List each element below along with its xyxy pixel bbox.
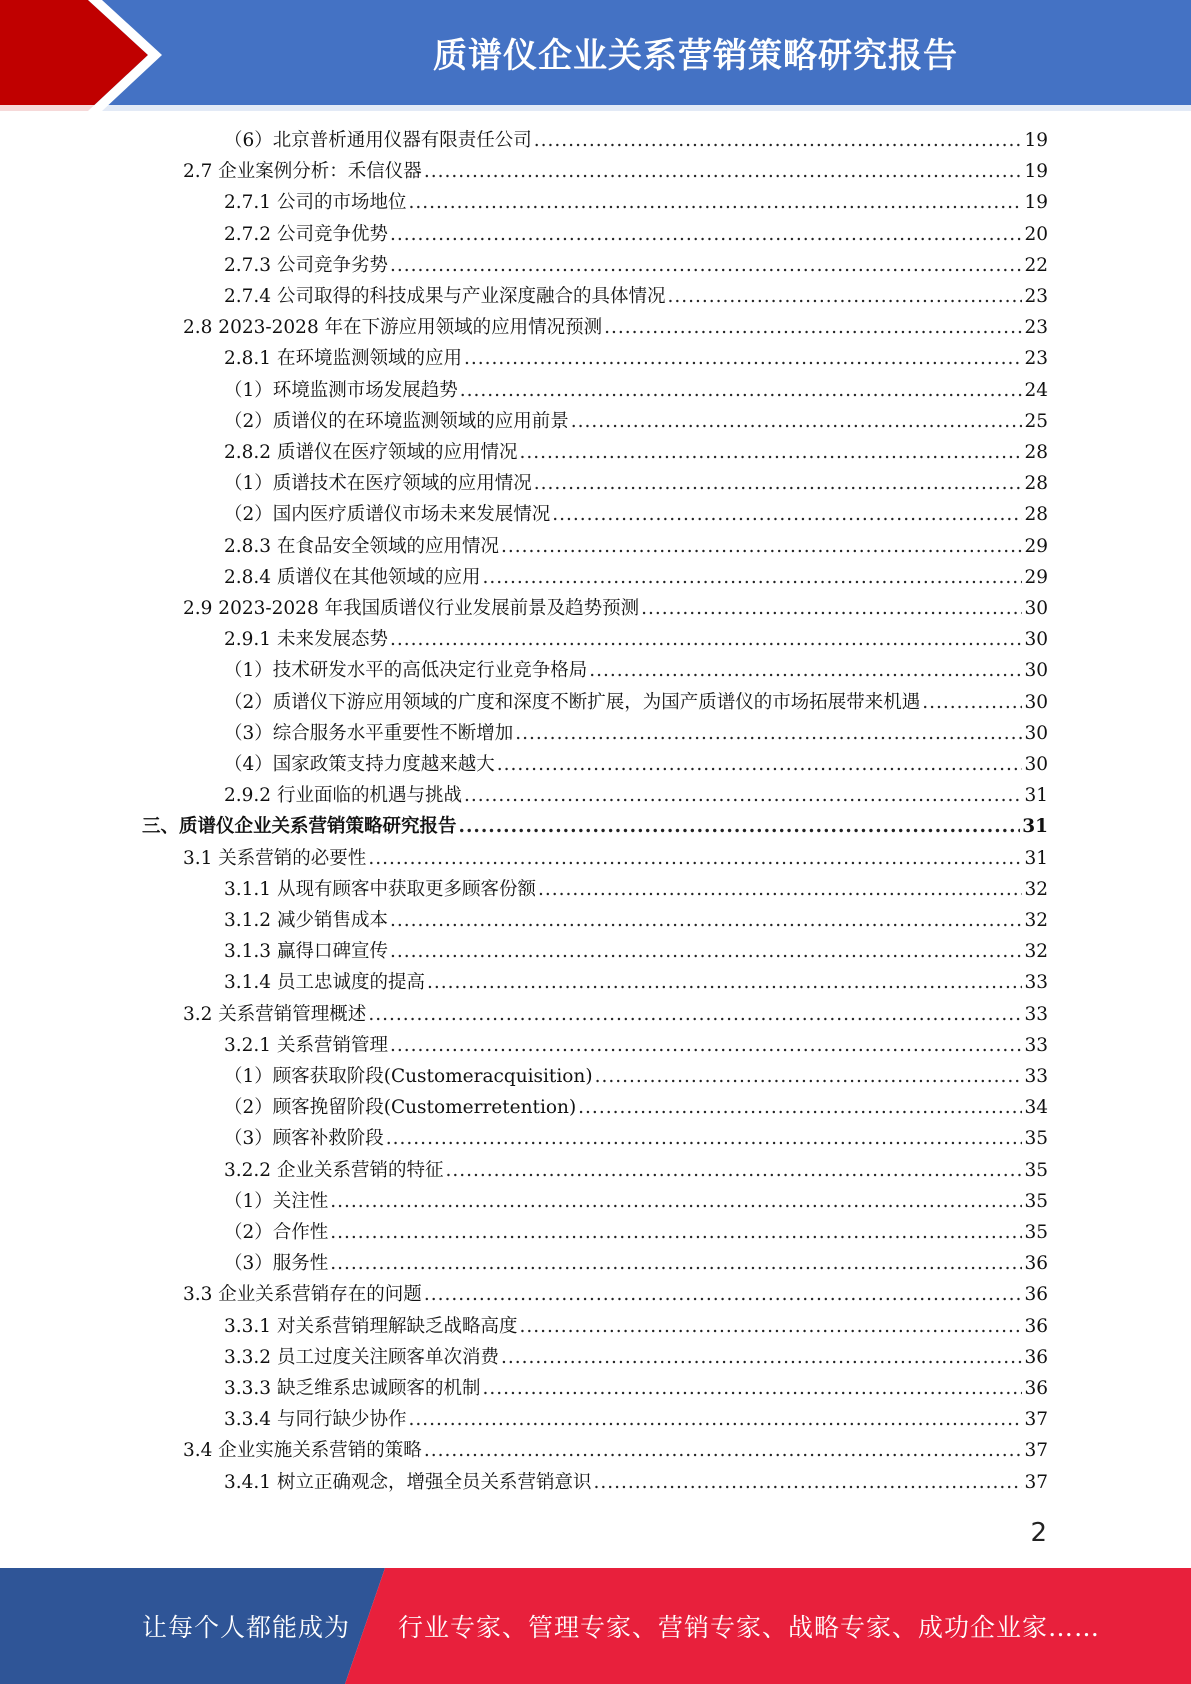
toc-dot-leader bbox=[390, 937, 1022, 967]
toc-entry[interactable] bbox=[224, 376, 1048, 406]
toc-entry[interactable] bbox=[224, 719, 1048, 749]
toc-entry-page: 33 bbox=[1024, 1003, 1048, 1025]
toc-dot-leader bbox=[604, 313, 1022, 343]
toc-entry-page: 35 bbox=[1024, 1159, 1048, 1181]
toc-entry-title: （2）国内医疗质谱仪市场未来发展情况 bbox=[224, 504, 551, 526]
footer-slogan-left: 让每个人都能成为 bbox=[142, 1613, 351, 1642]
toc-dot-leader bbox=[390, 220, 1022, 250]
toc-entry-page: 36 bbox=[1024, 1284, 1048, 1306]
toc-entry[interactable] bbox=[224, 937, 1048, 967]
toc-entry-page: 20 bbox=[1024, 223, 1048, 245]
toc-entry-page: 35 bbox=[1024, 1222, 1048, 1243]
toc-entry-title: （1）顾客获取阶段(Customeracquisition) bbox=[224, 1066, 593, 1087]
toc-entry-title: （2）合作性 bbox=[224, 1222, 329, 1243]
toc-dot-leader bbox=[330, 1249, 1022, 1279]
toc-dot-leader bbox=[482, 563, 1022, 593]
toc-entry-page: 31 bbox=[1024, 785, 1048, 807]
toc-dot-leader bbox=[390, 625, 1022, 655]
toc-entry-page: 29 bbox=[1024, 535, 1048, 557]
toc-entry-title: 2.7 企业案例分析：禾信仪器 bbox=[183, 161, 422, 183]
toc-dot-leader bbox=[595, 1062, 1023, 1092]
toc-entry-title: 2.9.1 未来发展态势 bbox=[224, 629, 388, 651]
toc-dot-leader bbox=[497, 750, 1023, 780]
toc-entry[interactable] bbox=[224, 126, 1048, 156]
toc-entry-page: 28 bbox=[1024, 442, 1048, 463]
toc-entry-page: 36 bbox=[1024, 1253, 1048, 1275]
toc-dot-leader bbox=[368, 1000, 1022, 1030]
toc-entry[interactable] bbox=[183, 313, 1048, 343]
toc-entry-title: （1）技术研发水平的高低决定行业竞争格局 bbox=[224, 660, 588, 682]
toc-dot-leader bbox=[464, 781, 1022, 811]
toc-entry-title: 2.7.2 公司竞争优势 bbox=[224, 223, 388, 245]
toc-entry[interactable] bbox=[224, 1374, 1048, 1404]
toc-dot-leader bbox=[501, 532, 1022, 562]
toc-entry-title: （1）质谱技术在医疗领域的应用情况 bbox=[224, 473, 532, 495]
toc-entry[interactable] bbox=[224, 251, 1048, 281]
toc-dot-leader bbox=[519, 438, 1022, 468]
toc-entry-title: （1）关注性 bbox=[224, 1190, 329, 1212]
toc-dot-leader bbox=[424, 1436, 1023, 1466]
toc-entry-title: 3.1.1 从现有顾客中获取更多顾客份额 bbox=[224, 878, 536, 900]
toc-entry-page: 32 bbox=[1024, 941, 1048, 963]
toc-entry[interactable] bbox=[224, 1218, 1048, 1248]
toc-entry-page: 19 bbox=[1024, 130, 1048, 151]
toc-entry-page: 25 bbox=[1024, 410, 1048, 432]
toc-entry[interactable] bbox=[224, 1405, 1048, 1435]
toc-entry-page: 36 bbox=[1024, 1346, 1048, 1368]
toc-dot-leader bbox=[593, 1468, 1022, 1498]
toc-entry[interactable] bbox=[224, 1312, 1048, 1342]
toc-entry-page: 34 bbox=[1024, 1097, 1048, 1119]
toc-entry-page: 32 bbox=[1024, 910, 1048, 931]
toc-dot-leader bbox=[330, 1187, 1022, 1217]
toc-dot-leader bbox=[519, 1312, 1022, 1342]
toc-dot-leader bbox=[515, 719, 1022, 749]
toc-entry-page: 37 bbox=[1024, 1471, 1048, 1493]
toc-dot-leader bbox=[386, 1124, 1023, 1154]
toc-entry[interactable] bbox=[224, 1093, 1048, 1123]
toc-dot-leader bbox=[534, 469, 1023, 499]
toc-entry[interactable] bbox=[224, 282, 1048, 312]
toc-dot-leader bbox=[534, 126, 1023, 156]
toc-entry-page: 22 bbox=[1024, 254, 1048, 276]
toc-entry-title: （6）北京普析通用仪器有限责任公司 bbox=[224, 130, 532, 151]
toc-dot-leader bbox=[538, 875, 1022, 905]
toc-entry-page: 32 bbox=[1024, 878, 1048, 900]
toc-entry[interactable] bbox=[224, 906, 1048, 936]
toc-entry[interactable] bbox=[224, 407, 1048, 437]
toc-entry[interactable] bbox=[224, 781, 1048, 811]
toc-entry-page: 31 bbox=[1024, 847, 1048, 869]
toc-entry-page: 30 bbox=[1024, 629, 1048, 651]
toc-dot-leader bbox=[445, 1156, 1022, 1186]
toc-dot-leader bbox=[641, 594, 1022, 624]
toc-dot-leader bbox=[330, 1218, 1022, 1248]
toc-dot-leader bbox=[464, 344, 1022, 374]
page-header bbox=[0, 0, 1191, 111]
toc-entry[interactable] bbox=[224, 1468, 1048, 1498]
toc-entry-title: 3.1 关系营销的必要性 bbox=[183, 847, 367, 869]
toc-dot-leader bbox=[460, 376, 1023, 406]
toc-entry-title: 三、质谱仪企业关系营销策略研究报告 bbox=[142, 816, 457, 838]
toc-entry[interactable] bbox=[224, 1343, 1048, 1373]
toc-entry[interactable] bbox=[224, 344, 1048, 374]
toc-entry-page: 36 bbox=[1024, 1378, 1048, 1399]
toc-dot-leader bbox=[390, 906, 1022, 936]
toc-entry-title: 3.2 关系营销管理概述 bbox=[183, 1003, 367, 1025]
toc-entry-page: 29 bbox=[1024, 566, 1048, 588]
toc-dot-leader bbox=[667, 282, 1022, 312]
toc-dot-leader bbox=[390, 251, 1022, 281]
toc-dot-leader bbox=[552, 500, 1022, 530]
toc-dot-leader bbox=[427, 968, 1022, 998]
toc-entry-title: 3.3.3 缺乏维系忠诚顾客的机制 bbox=[224, 1378, 481, 1399]
toc-entry-title: 2.8 2023-2028 年在下游应用领域的应用情况预测 bbox=[183, 317, 603, 339]
toc-entry-page: 33 bbox=[1024, 1034, 1048, 1056]
toc-entry-title: 3.1.3 赢得口碑宣传 bbox=[224, 941, 388, 963]
toc-entry-title: （3）顾客补救阶段 bbox=[224, 1128, 384, 1150]
toc-dot-leader bbox=[408, 1405, 1022, 1435]
footer-slogan-right: 行业专家、管理专家、营销专家、战略专家、成功企业家…… bbox=[398, 1613, 1101, 1642]
toc-entry-title: （1）环境监测市场发展趋势 bbox=[224, 379, 458, 401]
toc-entry-page: 35 bbox=[1024, 1190, 1048, 1212]
toc-entry-title: （4）国家政策支持力度越来越大 bbox=[224, 754, 495, 775]
page-footer bbox=[0, 1568, 1191, 1684]
toc-entry[interactable] bbox=[224, 625, 1048, 655]
toc-dot-leader bbox=[501, 1343, 1022, 1373]
toc-entry-page: 30 bbox=[1024, 722, 1048, 744]
toc-entry-title: 3.1.2 减少销售成本 bbox=[224, 910, 388, 931]
toc-entry[interactable] bbox=[142, 812, 1048, 842]
toc-dot-leader bbox=[424, 1280, 1023, 1310]
toc-entry[interactable] bbox=[224, 1062, 1048, 1092]
toc-entry-title: 2.8.1 在环境监测领域的应用 bbox=[224, 348, 462, 370]
toc-dot-leader bbox=[408, 188, 1022, 218]
toc-entry[interactable] bbox=[224, 1249, 1048, 1279]
toc-entry-title: 2.7.1 公司的市场地位 bbox=[224, 192, 407, 214]
toc-entry-page: 33 bbox=[1024, 972, 1048, 994]
toc-entry-title: （3）服务性 bbox=[224, 1253, 329, 1275]
toc-entry-page: 28 bbox=[1024, 473, 1048, 495]
toc-entry-page: 30 bbox=[1024, 691, 1048, 713]
toc-dot-leader bbox=[589, 656, 1022, 686]
toc-entry-page: 23 bbox=[1024, 348, 1048, 370]
toc-entry[interactable] bbox=[224, 188, 1048, 218]
toc-entry-page: 37 bbox=[1024, 1409, 1048, 1431]
toc-entry-title: 3.3.2 员工过度关注顾客单次消费 bbox=[224, 1346, 499, 1368]
toc-dot-leader bbox=[390, 1031, 1022, 1061]
toc-entry-title: 3.4.1 树立正确观念，增强全员关系营销意识 bbox=[224, 1471, 592, 1493]
toc-entry-page: 35 bbox=[1024, 1128, 1048, 1150]
toc-entry[interactable] bbox=[224, 968, 1048, 998]
toc-entry-page: 28 bbox=[1024, 504, 1048, 526]
toc-entry-page: 37 bbox=[1024, 1440, 1048, 1462]
toc-entry[interactable] bbox=[183, 594, 1048, 624]
toc-entry[interactable] bbox=[224, 532, 1048, 562]
toc-entry-title: 2.8.4 质谱仪在其他领域的应用 bbox=[224, 566, 481, 588]
toc-entry-title: 3.3.4 与同行缺少协作 bbox=[224, 1409, 407, 1431]
toc-entry-title: 3.3.1 对关系营销理解缺乏战略高度 bbox=[224, 1315, 518, 1337]
toc-dot-leader bbox=[578, 1093, 1022, 1123]
toc-entry[interactable] bbox=[183, 1280, 1048, 1310]
toc-entry-title: 3.4 企业实施关系营销的策略 bbox=[183, 1440, 422, 1462]
toc-entry-title: 3.1.4 员工忠诚度的提高 bbox=[224, 972, 425, 994]
toc-entry-page: 30 bbox=[1024, 598, 1048, 619]
toc-entry-title: 3.2.2 企业关系营销的特征 bbox=[224, 1159, 444, 1181]
toc-entry[interactable] bbox=[224, 1031, 1048, 1061]
toc-dot-leader bbox=[571, 407, 1023, 437]
report-title: 质谱仪企业关系营销策略研究报告 bbox=[433, 36, 958, 76]
toc-entry-title: 3.3 企业关系营销存在的问题 bbox=[183, 1284, 422, 1306]
toc-entry-page: 23 bbox=[1024, 286, 1048, 307]
toc-entry-title: （2）质谱仪的在环境监测领域的应用前景 bbox=[224, 410, 569, 432]
toc-entry-title: （2）顾客挽留阶段(Customerretention) bbox=[224, 1097, 577, 1119]
toc-entry-page: 24 bbox=[1024, 379, 1048, 401]
toc-entry-title: 2.8.3 在食品安全领域的应用情况 bbox=[224, 535, 499, 557]
toc-entry[interactable] bbox=[224, 1156, 1048, 1186]
toc-entry-page: 19 bbox=[1024, 192, 1048, 214]
toc-entry[interactable] bbox=[224, 1124, 1048, 1154]
toc-entry-title: 3.2.1 关系营销管理 bbox=[224, 1034, 388, 1056]
toc-entry-page: 36 bbox=[1024, 1315, 1048, 1337]
toc-entry-page: 19 bbox=[1024, 161, 1048, 183]
toc-entry[interactable] bbox=[224, 688, 1048, 718]
toc-dot-leader bbox=[482, 1374, 1022, 1404]
toc-entry-page: 30 bbox=[1024, 660, 1048, 682]
toc-entry[interactable] bbox=[183, 1436, 1048, 1466]
toc-entry[interactable] bbox=[224, 469, 1048, 499]
toc-entry-title: 2.7.4 公司取得的科技成果与产业深度融合的具体情况 bbox=[224, 286, 666, 307]
toc-dot-leader bbox=[459, 812, 1021, 842]
toc-entry[interactable] bbox=[224, 220, 1048, 250]
toc-entry[interactable] bbox=[224, 875, 1048, 905]
toc-entry[interactable] bbox=[183, 157, 1048, 187]
toc-dot-leader bbox=[922, 688, 1022, 718]
toc-entry[interactable] bbox=[183, 844, 1048, 874]
toc-entry-title: 2.9 2023-2028 年我国质谱仪行业发展前景及趋势预测 bbox=[183, 598, 640, 619]
toc-entry-title: （3）综合服务水平重要性不断增加 bbox=[224, 722, 514, 744]
toc-entry[interactable] bbox=[224, 656, 1048, 686]
toc-entry[interactable] bbox=[224, 438, 1048, 468]
toc-entry[interactable] bbox=[224, 500, 1048, 530]
toc-entry-page: 31 bbox=[1022, 816, 1048, 838]
toc-entry-page: 33 bbox=[1024, 1066, 1048, 1087]
toc-dot-leader bbox=[424, 157, 1023, 187]
toc-entry[interactable] bbox=[224, 563, 1048, 593]
toc-entry-title: 2.7.3 公司竞争劣势 bbox=[224, 254, 388, 276]
toc-entry[interactable] bbox=[224, 750, 1048, 780]
toc-entry[interactable] bbox=[183, 1000, 1048, 1030]
toc-entry[interactable] bbox=[224, 1187, 1048, 1217]
toc-dot-leader bbox=[368, 844, 1022, 874]
toc-entry-title: 2.8.2 质谱仪在医疗领域的应用情况 bbox=[224, 442, 518, 463]
toc-entry-title: （2）质谱仪下游应用领域的广度和深度不断扩展，为国产质谱仪的市场拓展带来机遇 bbox=[224, 691, 921, 713]
page-number: 2 bbox=[1030, 1518, 1047, 1548]
toc-entry-page: 23 bbox=[1024, 317, 1048, 339]
toc-entry-page: 30 bbox=[1024, 754, 1048, 775]
toc-entry-title: 2.9.2 行业面临的机遇与挑战 bbox=[224, 785, 462, 807]
